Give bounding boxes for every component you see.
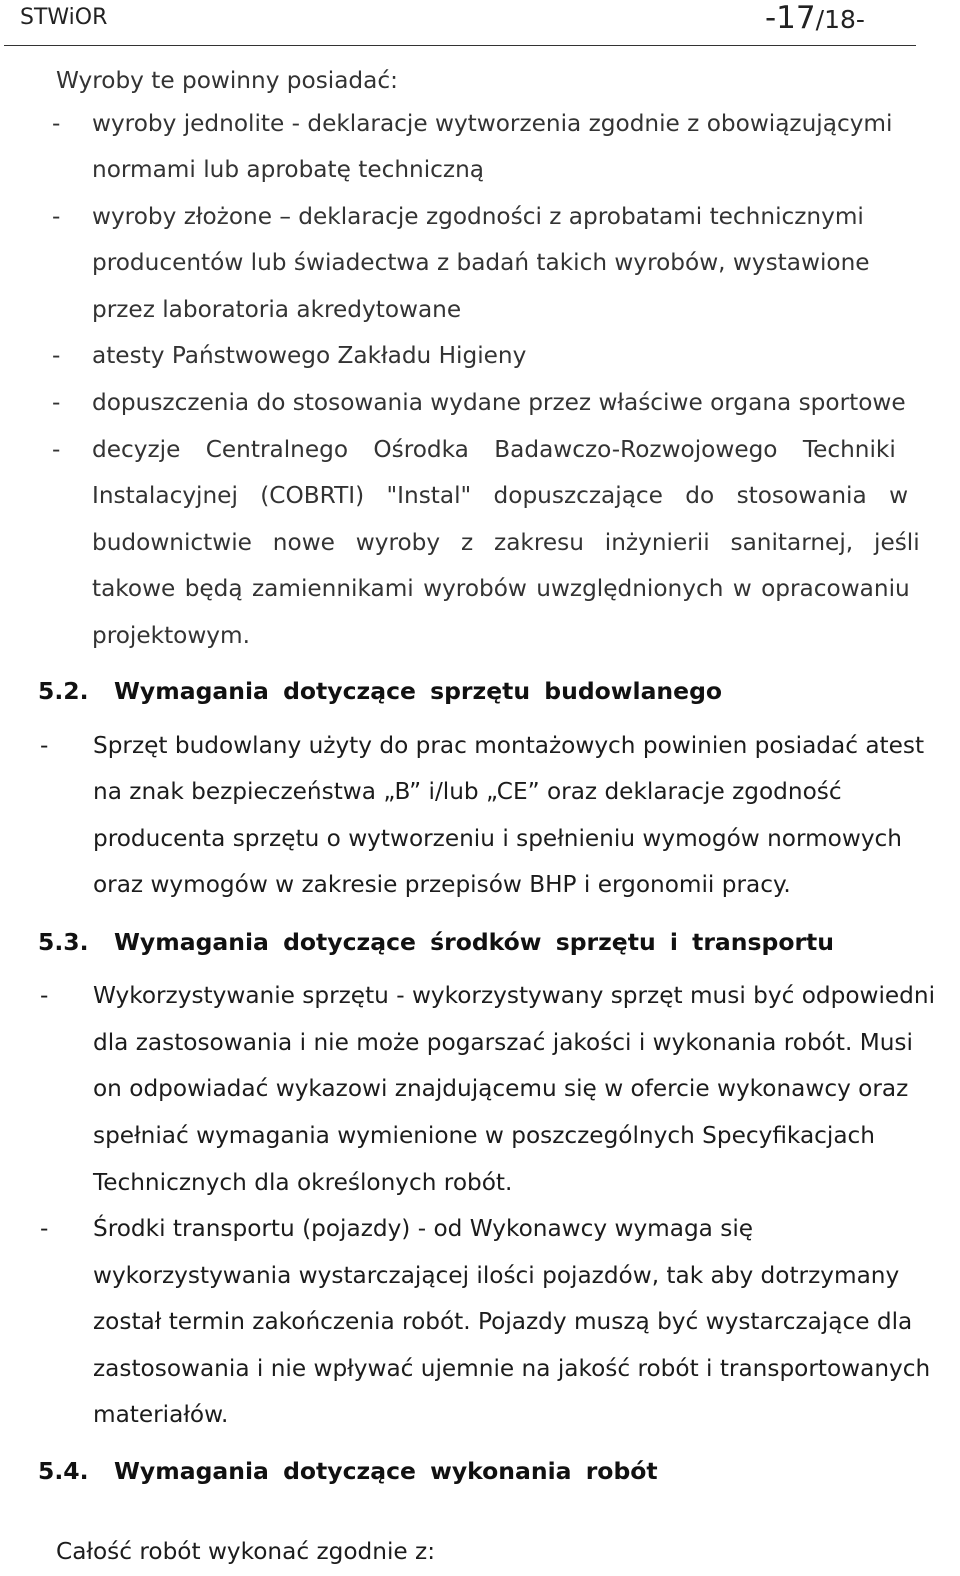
list-line: wyroby jednolite - deklaracje wytworzenia zgodnie z obowiązującymi (92, 110, 893, 137)
list-line: na znak bezpieczeństwa „B” i/lub „CE” oraz deklaracje zgodność (93, 778, 842, 805)
section-title: Wymagania dotyczące środków sprzętu i transportu (114, 928, 835, 956)
list-line: Sprzęt budowlany użyty do prac montażowych powinien posiadać atest (93, 732, 925, 759)
section-number: 5.3. (38, 928, 89, 956)
section-title: Wymagania dotyczące sprzętu budowlanego (114, 677, 723, 705)
list-line: normami lub aprobatę techniczną (92, 156, 484, 183)
list-line: takowe będą zamiennikami wyrobów uwzględnionych w opracowaniu (92, 575, 910, 602)
header-divider (4, 45, 916, 46)
list-line: został termin zakończenia robót. Pojazdy muszą być wystarczające dla (93, 1308, 913, 1335)
list-dash: - (52, 203, 61, 230)
list-line: Technicznych dla określonych robót. (93, 1169, 513, 1196)
closing-text: Całość robót wykonać zgodnie z: (56, 1538, 436, 1565)
list-dash: - (40, 1215, 49, 1242)
section-number: 5.4. (38, 1457, 89, 1485)
list-line: projektowym. (92, 622, 250, 649)
section-number: 5.2. (38, 677, 89, 705)
list-line: wykorzystywania wystarczającej ilości pojazdów, tak aby dotrzymany (93, 1262, 900, 1289)
list-line: zastosowania i nie wpływać ujemnie na jakość robót i transportowanych (93, 1355, 931, 1382)
list-line: on odpowiadać wykazowi znajdującemu się w ofercie wykonawcy oraz (93, 1075, 909, 1102)
list-dash: - (52, 110, 61, 137)
page-number (765, 0, 865, 38)
page-total: /18- (815, 5, 865, 34)
list-dash: - (52, 389, 61, 416)
list-dash: - (40, 982, 49, 1009)
list-line: spełniać wymagania wymienione w poszczególnych Specyfikacjach (93, 1122, 876, 1149)
page-current: -17 (765, 0, 816, 36)
list-line: producentów lub świadectwa z badań takich wyrobów, wystawione (92, 249, 870, 276)
list-line: oraz wymogów w zakresie przepisów BHP i ergonomii pracy. (93, 871, 791, 898)
page-header (0, 0, 960, 48)
list-dash: - (52, 436, 61, 463)
list-line: przez laboratoria akredytowane (92, 296, 462, 323)
list-dash: - (52, 342, 61, 369)
list-line: dopuszczenia do stosowania wydane przez właściwe organa sportowe (92, 389, 906, 416)
document-code: STWiOR (20, 5, 108, 30)
intro-text: Wyroby te powinny posiadać: (56, 67, 398, 94)
list-line: dla zastosowania i nie może pogarszać jakości i wykonania robót. Musi (93, 1029, 913, 1056)
list-line: atesty Państwowego Zakładu Higieny (92, 342, 527, 369)
list-line: producenta sprzętu o wytworzeniu i spełnieniu wymogów normowych (93, 825, 903, 852)
list-line: wyroby złożone – deklaracje zgodności z aprobatami technicznymi (92, 203, 864, 230)
list-line: Instalacyjnej (COBRTI) "Instal" dopuszczające do stosowania w (92, 482, 909, 509)
list-line: Wykorzystywanie sprzętu - wykorzystywany sprzęt musi być odpowiedni (93, 982, 936, 1009)
list-dash: - (40, 732, 49, 759)
list-line: Środki transportu (pojazdy) - od Wykonawcy wymaga się (93, 1215, 754, 1242)
list-line: materiałów. (93, 1401, 229, 1428)
section-title: Wymagania dotyczące wykonania robót (114, 1457, 658, 1485)
list-line: budownictwie nowe wyroby z zakresu inżynierii sanitarnej, jeśli (92, 529, 920, 556)
list-line: decyzje Centralnego Ośrodka Badawczo-Rozwojowego Techniki (92, 436, 896, 463)
